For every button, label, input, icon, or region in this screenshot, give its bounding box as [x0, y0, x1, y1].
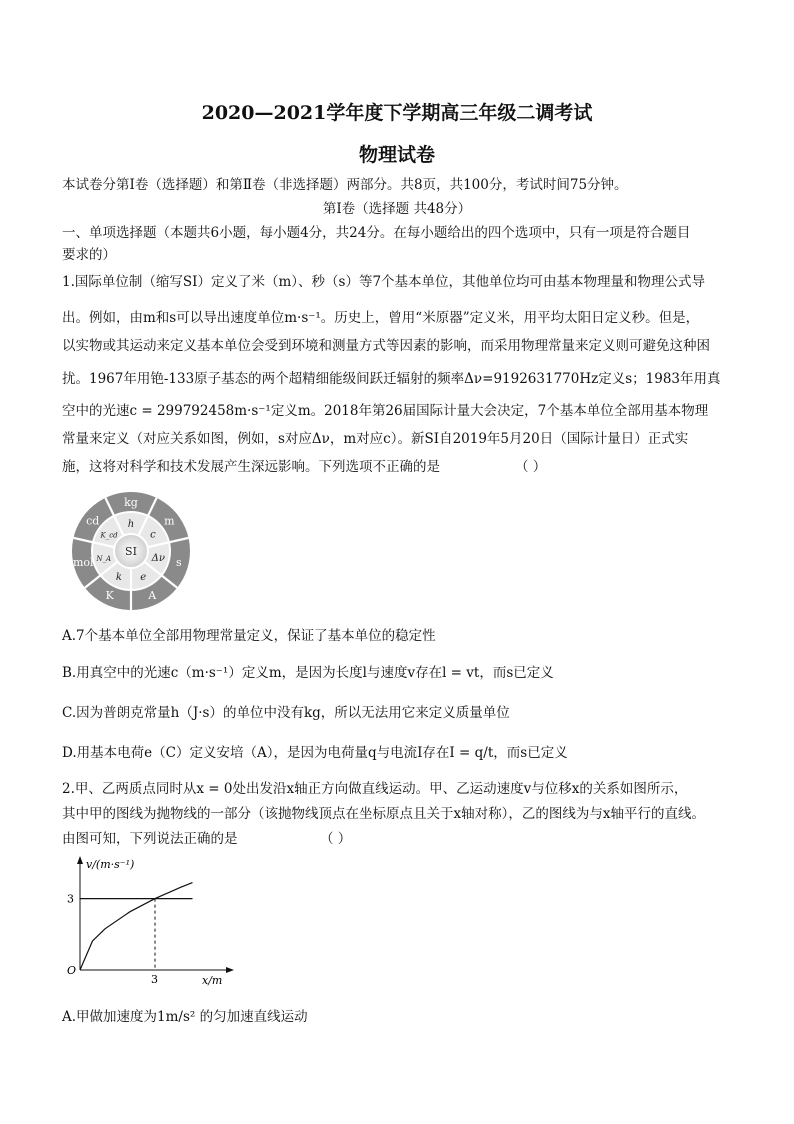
q1-text-line: 1.国际单位制（缩写SI）定义了米（m）、秒（s）等7个基本单位，其他单位均可由基本物理量和物理公式导	[62, 274, 706, 290]
wheel-unit-label: s	[175, 555, 182, 569]
wheel-unit-label: m	[164, 514, 175, 528]
origin-label: O	[67, 964, 77, 977]
q1-text-line: 施，这将对科学和技术发展产生深远影响。下列选项不正确的是	[62, 459, 440, 475]
q2-text-line: 2.甲、乙两质点同时从x = 0处出发沿x轴正方向做直线运动。甲、乙运动速度v与位移x的关系如图所示，	[62, 781, 688, 797]
wheel-unit-label: kg	[124, 496, 138, 509]
q2-option-a: A.甲做加速度为1m/s² 的匀加速直线运动	[62, 1009, 308, 1025]
y-tick-label: 3	[67, 892, 74, 906]
section-instructions: 一、单项选择题（本题共6小题，每小题4分，共24分。在每小题给出的四个选项中，只有一项是符合题目	[62, 225, 691, 241]
wheel-unit-label: cd	[86, 514, 100, 528]
wheel-unit-label: A	[148, 589, 157, 603]
wheel-constant-label: c	[150, 529, 156, 541]
wheel-constant-label: Δν	[151, 553, 165, 565]
wheel-unit-label: mol	[72, 555, 94, 569]
q1-answer-paren: （ ）	[515, 459, 547, 475]
velocity-displacement-chart	[62, 852, 242, 987]
wheel-unit-label: K	[105, 589, 114, 603]
wheel-constant-label: K_cd	[100, 531, 118, 540]
wheel-constant-label: e	[140, 572, 147, 584]
exam-title: 2020—2021学年度下学期高三年级二调考试	[201, 102, 593, 124]
q1-option-b: B.用真空中的光速c（m·s⁻¹）定义m，是因为长度l与速度v存在l = vt，而s已定义	[62, 665, 554, 681]
wheel-constant-label: h	[127, 519, 135, 530]
q1-text-line: 空中的光速c = 299792458m·s⁻¹定义m。2018年第26届国际计量大会决定，7个基本单位全部用基本物理	[62, 403, 709, 419]
x-axis-arrow	[226, 967, 234, 973]
section-instructions-cont: 要求的）	[62, 247, 116, 263]
exam-subtitle: 物理试卷	[358, 144, 435, 166]
wheel-constant-label: k	[115, 572, 122, 584]
wheel-center-label: SI	[125, 545, 137, 558]
si-units-wheel	[66, 490, 196, 612]
q2-text-line: 其中甲的图线为抛物线的一部分（该抛物线顶点在坐标原点且关于x轴对称），乙的图线为与x轴平行的直线。	[62, 806, 705, 822]
intro-line: 本试卷分第Ⅰ卷（选择题）和第Ⅱ卷（非选择题）两部分。共8页，共100分，考试时间75分钟。	[62, 177, 628, 193]
q2-text-line: 由图可知，下列说法正确的是	[62, 831, 238, 847]
x-tick-label: 3	[151, 973, 158, 986]
q1-text-line: 扰。1967年用铯-133原子基态的两个超精细能级间跃迁辐射的频率Δν=9192631770Hz定义s；1983年用真	[62, 371, 721, 387]
x-axis-label: x/m	[202, 974, 223, 987]
q1-text-line: 常量来定义（对应关系如图，例如，s对应Δν，m对应c）。新SI自2019年5月20日（国际计量日）正式实	[62, 431, 689, 447]
q2-answer-paren: （ ）	[320, 831, 352, 847]
q1-option-d: D.用基本电荷e（C）定义安培（A），是因为电荷量q与电流I存在I = q/t，而s已定义	[62, 745, 568, 761]
q1-option-c: C.因为普朗克常量h（J·s）的单位中没有kg，所以无法用它来定义质量单位	[62, 705, 510, 721]
y-axis-arrow	[77, 856, 83, 864]
section-title: 第Ⅰ卷（选择题 共48分）	[322, 201, 472, 217]
series-jia-curve	[80, 883, 193, 970]
y-axis-label: v/(m·s⁻¹)	[86, 858, 135, 871]
wheel-constant-label: N_A	[96, 555, 112, 564]
q1-text-line: 以实物或其运动来定义基本单位会受到环境和测量方式等因素的影响，而采用物理常量来定义则可避免这种困	[62, 338, 710, 354]
q1-option-a: A.7个基本单位全部用物理常量定义，保证了基本单位的稳定性	[62, 628, 436, 644]
q1-text-line: 出。例如，由m和s可以导出速度单位m·s⁻¹。历史上，曾用“米原器”定义米，用平均太阳日定义秒。但是，	[62, 310, 700, 326]
